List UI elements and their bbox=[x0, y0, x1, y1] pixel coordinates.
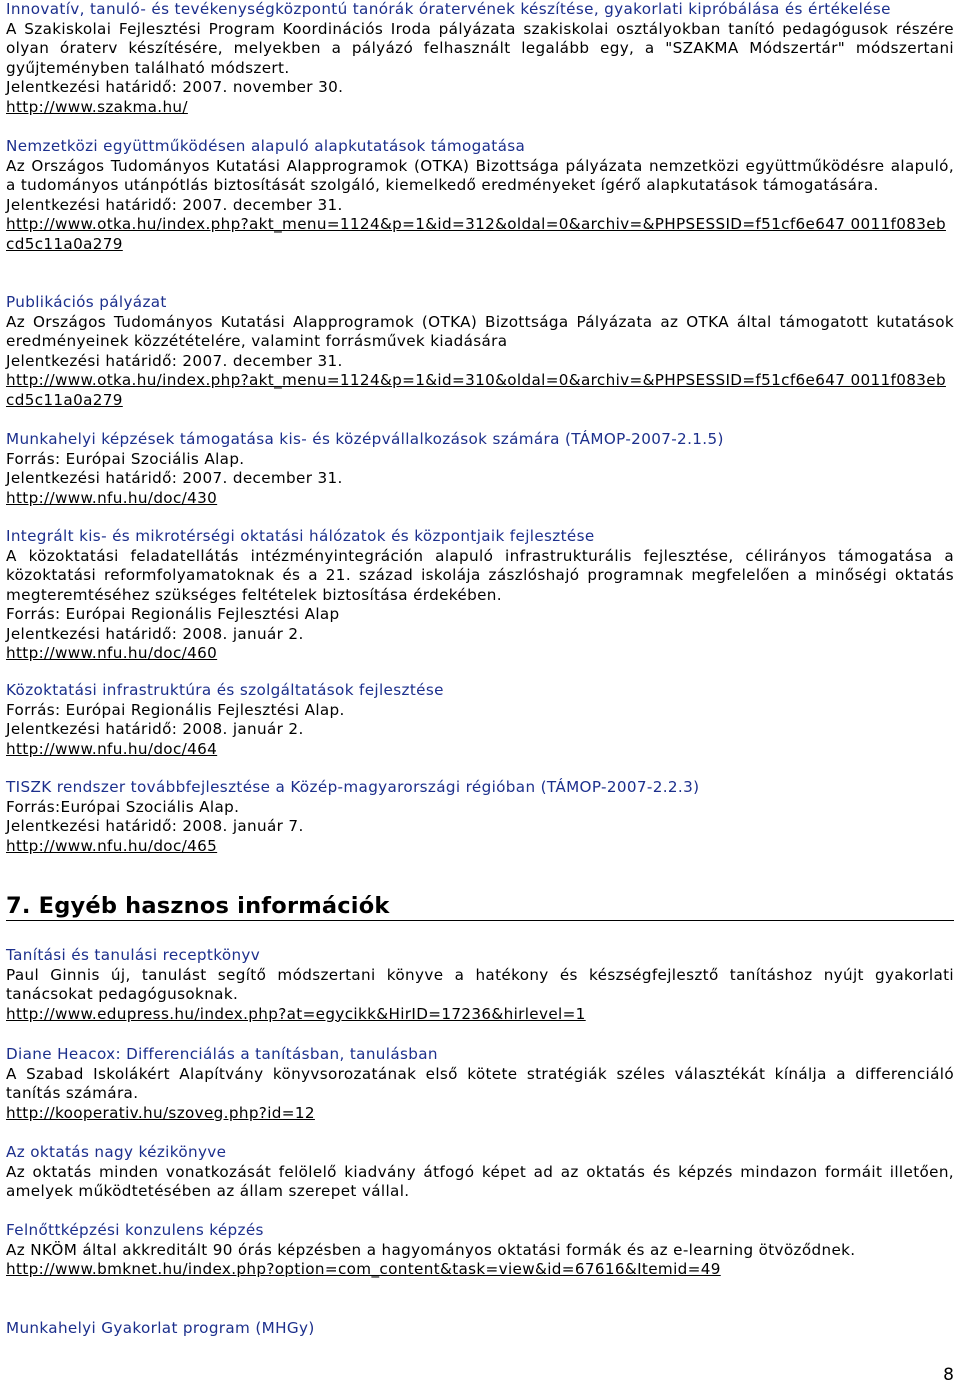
entry-deadline: Jelentkezési határidő: 2007. november 30. bbox=[6, 78, 344, 96]
entry-body: Az oktatás minden vonatkozását felölelő kiadvány átfogó képet ad az oktatás és képzés mindazon formáit illetően, amelyek működtetésében az állam szerepet vállal. bbox=[6, 1162, 954, 1200]
entry-link[interactable]: http://www.nfu.hu/doc/465 bbox=[6, 836, 218, 855]
entry-title: Publikációs pályázat bbox=[6, 293, 167, 311]
entry-title: Munkahelyi Gyakorlat program (MHGy) bbox=[6, 1319, 315, 1337]
entry-link[interactable]: http://www.nfu.hu/doc/464 bbox=[6, 739, 218, 758]
entry-body: Paul Ginnis új, tanulást segítő módszertani könyve a hatékony és készségfejlesztő tanításhoz nyújt gyakorlati tanácsokat pedagógusoknak. bbox=[6, 965, 954, 1003]
entry-munkahelyi-kepzesek bbox=[6, 430, 954, 508]
page-number: 8 bbox=[943, 1365, 954, 1385]
entry-link[interactable]: http://kooperativ.hu/szoveg.php?id=12 bbox=[6, 1103, 315, 1122]
entry-title: Közoktatási infrastruktúra és szolgáltatások fejlesztése bbox=[6, 681, 444, 699]
entry-title: Munkahelyi képzések támogatása kis- és középvállalkozások számára (TÁMOP-2007-2.1.5) bbox=[6, 430, 724, 448]
entry-mhgy bbox=[6, 1319, 954, 1339]
entry-body: Az NKÖM által akkreditált 90 órás képzésben a hagyományos oktatási formák és az e-learning ötvöződnek. bbox=[6, 1240, 856, 1259]
entry-body: A közoktatási feladatellátás intézményintegráción alapuló infrastrukturális fejlesztése, célirányos támogatása a közoktatási reformfolyamatoknak és a 21. század iskolája zászlóshajó programnak megfelelően a minőségi oktatás megteremtéséhez szükséges feltételek biztosítása érdekében. bbox=[6, 546, 954, 604]
entry-body: A Szabad Iskolákért Alapítvány könyvsorozatának első kötete stratégiák széles választékát kínálja a differenciáló tanítás számára. bbox=[6, 1064, 954, 1102]
entry-kozoktatasi-infrastruktura bbox=[6, 681, 954, 759]
entry-tiszk bbox=[6, 778, 954, 856]
entry-kezikonyv bbox=[6, 1143, 954, 1202]
section-heading: 7. Egyéb hasznos információk bbox=[6, 893, 390, 919]
entry-deadline: Jelentkezési határidő: 2008. január 7. bbox=[6, 817, 304, 835]
entry-body: Forrás: Európai Regionális Fejlesztési Alap. bbox=[6, 700, 345, 719]
entry-link[interactable]: http://www.bmknet.hu/index.php?option=com_content&task=view&id=67616&Itemid=49 bbox=[6, 1260, 721, 1278]
entry-title: Nemzetközi együttműködésen alapuló alapkutatások támogatása bbox=[6, 137, 526, 155]
entry-title: Tanítási és tanulási receptkönyv bbox=[6, 946, 261, 964]
section-divider bbox=[6, 920, 954, 921]
entry-deadline: Jelentkezési határidő: 2007. december 31. bbox=[6, 195, 343, 214]
entry-link[interactable]: http://www.szakma.hu/ bbox=[6, 97, 188, 116]
entry-title: Integrált kis- és mikrotérségi oktatási hálózatok és központjaik fejlesztése bbox=[6, 527, 595, 545]
entry-innovativ bbox=[6, 0, 954, 117]
entry-title: TISZK rendszer továbbfejlesztése a Közép-magyarországi régióban (TÁMOP-2007-2.2.3) bbox=[6, 778, 700, 796]
entry-differencialas bbox=[6, 1045, 954, 1123]
entry-link[interactable]: http://www.otka.hu/index.php?akt_menu=1124&p=1&id=310&oldal=0&archiv=&PHPSESSID=f51cf6e647 0011f083ebcd5c11a0a279 bbox=[6, 371, 946, 409]
entry-receptkonyv bbox=[6, 946, 954, 1024]
entry-title: Diane Heacox: Differenciálás a tanításban, tanulásban bbox=[6, 1045, 438, 1063]
entry-integralt bbox=[6, 527, 954, 664]
entry-body: Forrás:Európai Szociális Alap. bbox=[6, 797, 240, 816]
entry-link[interactable]: http://www.edupress.hu/index.php?at=egycikk&HirID=17236&hirlevel=1 bbox=[6, 1004, 586, 1023]
entry-body: Forrás: Európai Szociális Alap. bbox=[6, 449, 245, 468]
entry-deadline: Jelentkezési határidő: 2008. január 2. bbox=[6, 720, 304, 738]
entry-title: Innovatív, tanuló- és tevékenységközpontú tanórák óratervének készítése, gyakorlati kipróbálása és értékelése bbox=[6, 0, 891, 18]
entry-konzulens bbox=[6, 1221, 954, 1280]
entry-link[interactable]: http://www.nfu.hu/doc/460 bbox=[6, 644, 218, 662]
entry-link[interactable]: http://www.otka.hu/index.php?akt_menu=1124&p=1&id=312&oldal=0&archiv=&PHPSESSID=f51cf6e647 0011f083ebcd5c11a0a279 bbox=[6, 215, 946, 253]
entry-body: Az Országos Tudományos Kutatási Alapprogramok (OTKA) Bizottsága pályázata nemzetközi együttműködésre alapuló, a tudományos utánpótlás biztosítását szolgáló, kiemelkedő eredményeket ígérő alapkutatások támogatására. bbox=[6, 156, 954, 194]
entry-body: Az Országos Tudományos Kutatási Alapprogramok (OTKA) Bizottsága Pályázata az OTKA által támogatott kutatások eredményeinek közzétételére, valamint forrásművek kiadására bbox=[6, 312, 954, 350]
entry-title: Az oktatás nagy kézikönyve bbox=[6, 1143, 227, 1161]
entry-link[interactable]: http://www.nfu.hu/doc/430 bbox=[6, 488, 218, 507]
entry-title: Felnőttképzési konzulens képzés bbox=[6, 1221, 264, 1239]
entry-source: Forrás: Európai Regionális Fejlesztési Alap bbox=[6, 605, 340, 623]
entry-deadline: Jelentkezési határidő: 2007. december 31. bbox=[6, 469, 343, 487]
entry-nemzetkozi bbox=[6, 137, 954, 254]
entry-body: A Szakiskolai Fejlesztési Program Koordinációs Iroda pályázata szakiskolai osztályokban tanító pedagógusok részére olyan óraterv készítésére, melyekben a pályázó felhasznált legalább egy, a "SZAKMA Módszertár" módszertani gyűjteményben található módszert. bbox=[6, 19, 954, 77]
entry-deadline: Jelentkezési határidő: 2007. december 31. bbox=[6, 351, 343, 370]
entry-publikacios bbox=[6, 293, 954, 410]
entry-deadline: Jelentkezési határidő: 2008. január 2. bbox=[6, 624, 304, 643]
